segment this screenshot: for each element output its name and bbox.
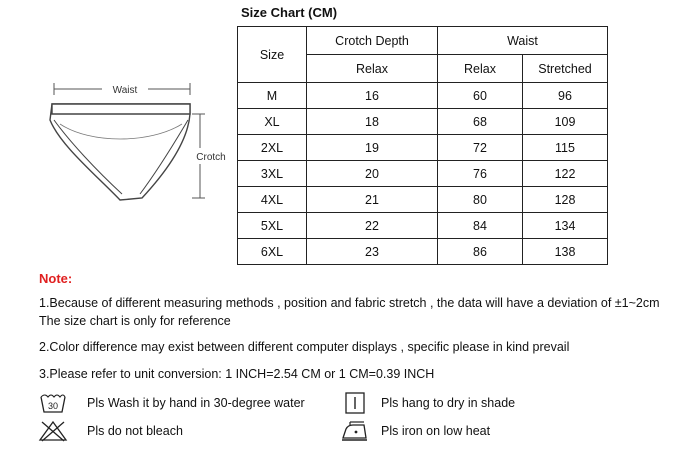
no-bleach-icon <box>38 419 68 443</box>
waist-label: Waist <box>112 85 138 96</box>
crotch-label: Crotch <box>196 152 226 163</box>
cell-waist-stretched: 122 <box>523 161 608 187</box>
col-waist-stretched-header: Stretched <box>523 55 608 83</box>
dry-text: Pls hang to dry in shade <box>381 396 516 410</box>
col-size-header: Size <box>238 27 307 83</box>
cell-waist-stretched: 134 <box>523 213 608 239</box>
cell-size: 6XL <box>238 239 307 265</box>
bleach-text: Pls do not bleach <box>87 424 183 438</box>
note-line-3: 3.Please refer to unit conversion: 1 INCH=2.54 CM or 1 CM=0.39 INCH <box>39 367 435 381</box>
table-row <box>238 239 608 265</box>
cell-crotch: 23 <box>307 239 438 265</box>
cell-crotch: 20 <box>307 161 438 187</box>
wash-text: Pls Wash it by hand in 30-degree water <box>87 396 305 410</box>
col-waist-header: Waist <box>438 27 608 55</box>
cell-waist-relax: 80 <box>438 187 523 213</box>
table-row <box>238 135 608 161</box>
cell-size: M <box>238 83 307 109</box>
cell-crotch: 19 <box>307 135 438 161</box>
table-row <box>238 161 608 187</box>
iron-low-icon <box>340 420 370 442</box>
iron-text: Pls iron on low heat <box>381 424 491 438</box>
note-line-1b: The size chart is only for reference <box>39 314 231 328</box>
note-title: Note: <box>39 271 73 286</box>
cell-crotch: 22 <box>307 213 438 239</box>
col-crotch-depth-header: Crotch Depth <box>307 27 438 55</box>
cell-waist-relax: 86 <box>438 239 523 265</box>
cell-size: 2XL <box>238 135 307 161</box>
hang-dry-icon <box>344 391 366 415</box>
table-row <box>238 83 608 109</box>
note-line-2: 2.Color difference may exist between different computer displays , specific please in kind prevail <box>39 340 570 354</box>
cell-size: 3XL <box>238 161 307 187</box>
cell-waist-relax: 72 <box>438 135 523 161</box>
cell-waist-stretched: 115 <box>523 135 608 161</box>
cell-size: 5XL <box>238 213 307 239</box>
cell-waist-relax: 60 <box>438 83 523 109</box>
table-row <box>238 213 608 239</box>
cell-waist-stretched: 128 <box>523 187 608 213</box>
hand-wash-30-icon <box>39 391 67 415</box>
note-line-1: 1.Because of different measuring methods , position and fabric stretch , the data will have a deviation of ±1~2cm <box>39 296 660 310</box>
cell-crotch: 16 <box>307 83 438 109</box>
col-waist-relax-header: Relax <box>438 55 523 83</box>
cell-waist-relax: 68 <box>438 109 523 135</box>
cell-waist-stretched: 96 <box>523 83 608 109</box>
chart-title: Size Chart (CM) <box>241 5 338 20</box>
cell-size: XL <box>238 109 307 135</box>
header-row-1 <box>238 27 608 55</box>
brief-outline <box>50 104 190 200</box>
cell-waist-relax: 84 <box>438 213 523 239</box>
cell-waist-relax: 76 <box>438 161 523 187</box>
table-row <box>238 109 608 135</box>
wash-temp-label: 30 <box>47 401 59 411</box>
col-crotch-relax-header: Relax <box>307 55 438 83</box>
table-row <box>238 187 608 213</box>
cell-waist-stretched: 138 <box>523 239 608 265</box>
cell-crotch: 18 <box>307 109 438 135</box>
cell-size: 4XL <box>238 187 307 213</box>
underwear-diagram <box>30 80 235 210</box>
size-table <box>237 26 608 265</box>
cell-crotch: 21 <box>307 187 438 213</box>
cell-waist-stretched: 109 <box>523 109 608 135</box>
